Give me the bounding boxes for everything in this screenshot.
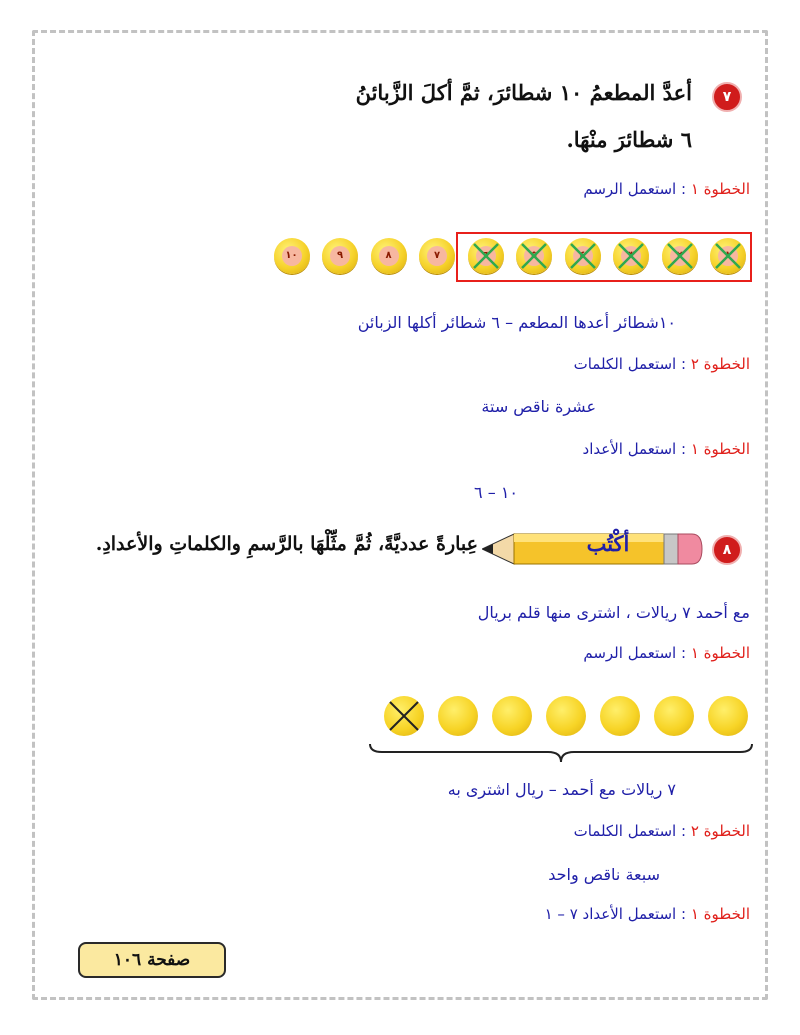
problem-8-number-expression: ٧ – ١ xyxy=(544,905,578,923)
problem-7-line-2: ٦ شطائرَ منْهَا. xyxy=(566,127,692,152)
step-label: الخطوة ١ xyxy=(690,644,750,662)
step-label: الخطوة ٢ xyxy=(690,822,750,840)
page-frame xyxy=(32,30,768,1000)
problem-8-number-badge: ٨ xyxy=(712,535,742,565)
problem-7-step-draw: الخطوة ١ : استعمل الرسم xyxy=(583,180,750,198)
sandwich-coin xyxy=(419,238,455,274)
riyal-coin xyxy=(438,696,478,736)
problem-8-words-expression: سبعة ناقص واحد xyxy=(548,865,660,884)
problem-7-step-numbers: الخطوة ١ : استعمل الأعداد xyxy=(582,440,750,458)
riyal-coin xyxy=(654,696,694,736)
grouping-brace xyxy=(368,742,754,764)
riyal-coin xyxy=(600,696,640,736)
sandwich-coin xyxy=(322,238,358,274)
step-label: الخطوة ١ xyxy=(690,905,750,923)
problem-8-step-words: الخطوة ٢ : استعمل الكلمات xyxy=(573,822,750,840)
step-text: استعمل الكلمات xyxy=(573,822,677,840)
problem-7-number-badge: ٧ xyxy=(712,82,742,112)
problem-7-line-1: أعدَّ المطعمُ ١٠ شطائرَ، ثمَّ أكلَ الزَّبائنُ xyxy=(355,80,692,105)
step-text: استعمل الرسم xyxy=(583,180,677,198)
sandwich-coin xyxy=(371,238,407,274)
riyal-coin xyxy=(492,696,532,736)
problem-8-instruction: عِبارةً عدديَّةً، ثُمَّ مثِّلْهَا بالرَّسمِ والكلماتِ والأعدادِ. xyxy=(95,533,478,555)
page-number-label: صفحة ١٠٦ xyxy=(78,942,226,978)
black-cross-icon xyxy=(384,696,424,736)
coin-number-label: ٨ xyxy=(379,246,399,266)
problem-8-step-draw: الخطوة ١ : استعمل الرسم xyxy=(583,644,750,662)
problem-7-step-words: الخطوة ٢ : استعمل الكلمات xyxy=(573,355,750,373)
coin-number-label: ٩ xyxy=(330,246,350,266)
eaten-sandwiches-highlight-box xyxy=(456,232,752,282)
step-text: استعمل الأعداد xyxy=(582,440,677,458)
step-label: الخطوة ١ xyxy=(690,440,750,458)
problem-7-drawing-caption: ١٠شطائر أعدها المطعم – ٦ شطائر أكلها الزبائن xyxy=(357,313,676,332)
problem-8-story: مع أحمد ٧ ريالات ، اشترى منها قلم بريال xyxy=(477,603,750,622)
problem-8-step-numbers: الخطوة ١ : استعمل الأعداد ٧ – ١ xyxy=(544,905,750,923)
riyal-coin xyxy=(384,696,424,736)
problem-8-drawing-caption: ٧ ريالات مع أحمد – ريال اشترى به xyxy=(447,780,676,799)
pencil-write-label: أكْتُب xyxy=(586,531,630,556)
step-label: الخطوة ٢ xyxy=(690,355,750,373)
step-text: استعمل الرسم xyxy=(583,644,677,662)
coin-number-label: ٧ xyxy=(427,246,447,266)
step-text: استعمل الأعداد xyxy=(582,905,677,923)
problem-7-number-expression: ١٠ – ٦ xyxy=(474,483,518,502)
step-text: استعمل الكلمات xyxy=(573,355,677,373)
problem-7-words-expression: عشرة ناقص ستة xyxy=(481,397,596,416)
riyal-coin xyxy=(708,696,748,736)
riyal-coin xyxy=(546,696,586,736)
sandwich-coin xyxy=(274,238,310,274)
step-label: الخطوة ١ xyxy=(690,180,750,198)
coin-number-label: ١٠ xyxy=(282,246,302,266)
